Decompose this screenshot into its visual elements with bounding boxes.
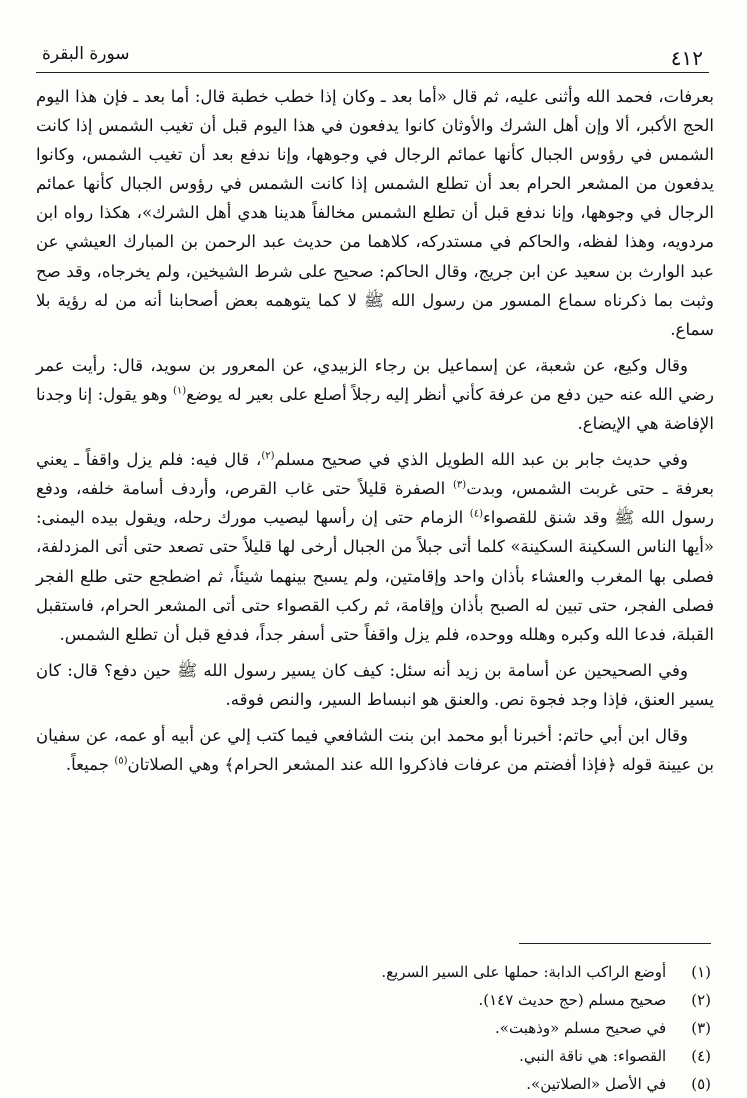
paragraph-3-text-b: ، قال فيه: فلم يزل واقفاً ـ يعني بعرفة ـ حتى غربت الشمس، وبدت	[36, 450, 714, 499]
paragraph-2-text-a: وقال وكيع، عن شعبة، عن إسماعيل بن رجاء الزبيدي، عن المعرور بن سويد، قال: رأيت عمر رضي الله عنه حين دفع من عرفة كأني أنظر إليه رجلاً أصلع على بعير له يوضع	[36, 355, 715, 404]
footnote-ref-4: (٤)	[469, 508, 483, 520]
running-title: سورة البقرة	[42, 44, 130, 64]
footnote-text: أوضع الراكب الدابة: حملها على السير السريع.	[381, 963, 667, 981]
paragraph-3	[36, 445, 714, 649]
paragraph-4: وفي الصحيحين عن أسامة بن زيد أنه سئل: كيف كان يسير رسول الله ﷺ حين دفع؟ قال: كان يسير العنق، فإذا وجد فجوة نص. والعنق هو انبساط السير، والنص فوقه.	[36, 660, 714, 709]
footnote-ref-3: (٣)	[453, 479, 467, 491]
paragraph-5-text-b: جميعاً.	[65, 755, 115, 775]
paragraph-5	[36, 721, 714, 779]
footnote-ref-2: (٢)	[261, 450, 275, 462]
paragraph-3-text-d: الزمام حتى إن رأسها ليصيب مورك رحله، ويقول بيده اليمنى: «أيها الناس السكينة السكينة» كلما أتى جبلاً من الجبال أرخى لها قليلاً حتى تصعد حتى أتى المزدلفة، فصلى بها المغرب والعشاء بأذان واحد وإقامتين، ولم يسبح بينهما شيئاً، ثم اضطجع حتى طلع الفجر فصلى الفجر، حتى تبين له الصبح بأذان وإقامة، ثم ركب القصواء حتى أتى المشعر الحرام، فاستقبل القبلة، فدعا الله وكبره وهلله ووحده، فلم يزل واقفاً حتى أسفر جداً، فدفع قبل أن تطلع الشمس.	[36, 508, 714, 644]
footnote-2	[33, 986, 711, 1014]
footnote-ref-1: (١)	[172, 385, 187, 397]
footnote-text: صحيح مسلم (حج حديث ١٤٧).	[478, 991, 667, 1009]
page-header	[36, 40, 709, 73]
page-number: ٤١٢	[670, 46, 703, 70]
footnote-5	[33, 1070, 711, 1098]
footnote-4	[33, 1042, 711, 1070]
footnote-1	[33, 958, 711, 986]
paragraph-5-text-a: وقال ابن أبي حاتم: أخبرنا أبو محمد ابن بنت الشافعي فيما كتب إلي عن أبيه أو عمه، عن سفيان بن عيينة قوله ﴿فإذا أفضتم من عرفات فاذكروا الله عند المشعر الحرام﴾ وهي الصلاتان	[36, 725, 714, 775]
footnote-3	[33, 1014, 711, 1042]
paragraph-3-text-a: وفي حديث جابر بن عبد الله الطويل الذي في صحيح مسلم	[274, 450, 689, 470]
paragraph-3-text-c: الصفرة قليلاً حتى غاب القرص، وأردف أسامة خلفه، ودفع رسول الله ﷺ وقد شنق للقصواء	[36, 479, 714, 528]
footnote-number: (١)	[691, 963, 711, 981]
footnote-text: في صحيح مسلم «وذهبت».	[495, 1019, 667, 1037]
paragraph-1: بعرفات، فحمد الله وأثنى عليه، ثم قال «أما بعد ـ وكان إذا خطب خطبة قال: أما بعد ـ فإن هذا اليوم الحج الأكبر، ألا وإن أهل الشرك والأوثان كانوا يدفعون في هذا اليوم قبل أن تغيب الشمس إذا كانت الشمس في رؤوس الجبال كأنها عمائم الرجال في وجوهها، وإنا ندفع بعد أن تغيب الشمس، وكانوا يدفعون من المشعر الحرام بعد أن تطلع الشمس إذا كانت الشمس في رؤوس الجبال كأنها عمائم الرجال في وجوهها، وإنا ندفع قبل أن تطلع الشمس مخالفاً هدينا هدي أهل الشرك»، هكذا رواه ابن مردويه، وهذا لفظه، والحاكم في مستدركه، كلاهما من حديث عبد الرحمن بن المبارك العيشي عن عبد الوارث بن سعيد عن ابن جريج، وقال الحاكم: صحيح على شرط الشيخين، ولم يخرجاه، وقد صح وثبت بما ذكرناه سماع المسور من رسول الله ﷺ لا كما يتوهمه بعض أصحابنا أنه من له رؤية بلا سماع.	[36, 87, 714, 339]
footnotes	[33, 958, 711, 1098]
footnote-number: (٢)	[691, 991, 711, 1009]
main-text	[36, 82, 714, 786]
paragraph-2	[36, 351, 714, 438]
footnote-number: (٣)	[691, 1019, 711, 1037]
footnote-ref-5: (٥)	[114, 755, 128, 767]
footnote-number: (٤)	[691, 1047, 711, 1065]
footnote-text: القصواء: هي ناقة النبي.	[519, 1047, 667, 1065]
footnote-number: (٥)	[691, 1075, 711, 1093]
paragraph-2-text-b: وهو يقول: إنا وجدنا الإفاضة هي الإيضاع.	[36, 384, 714, 434]
footnote-text: في الأصل «الصلاتين».	[526, 1075, 667, 1093]
footnote-separator	[519, 943, 711, 944]
